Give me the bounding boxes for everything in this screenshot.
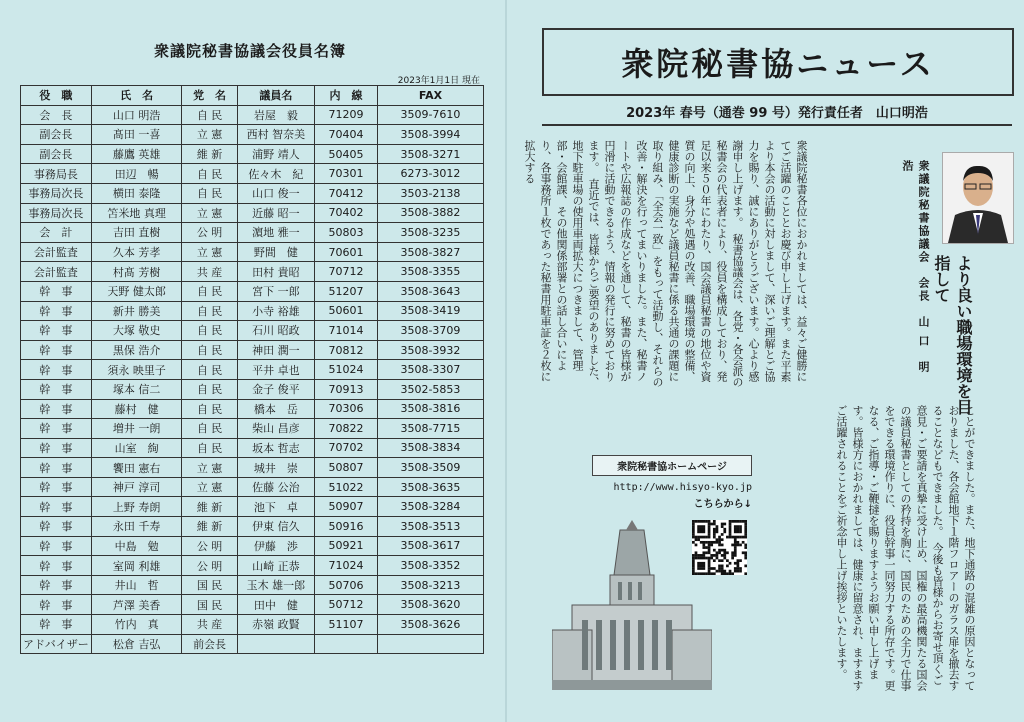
table-cell: 会計監査 xyxy=(21,262,92,282)
issue-line: 2023年 春号（通巻 99 号）発行責任者 山口明浩 xyxy=(626,106,928,121)
roster-column-header: 氏 名 xyxy=(91,86,182,106)
headline: より良い職場環境を目指して xyxy=(932,255,973,415)
table-row xyxy=(21,497,484,517)
table-row xyxy=(21,144,484,164)
table-cell: 天野 健太郎 xyxy=(91,281,182,301)
table-cell: 幹 事 xyxy=(21,399,92,419)
table-cell: 自 民 xyxy=(182,183,237,203)
table-cell: 3508-3994 xyxy=(377,125,483,145)
homepage-link[interactable]: こちらから↓ xyxy=(693,499,752,510)
table-cell: 柴山 昌彦 xyxy=(237,419,314,439)
table-cell: 幹 事 xyxy=(21,615,92,635)
table-cell: 自 民 xyxy=(182,321,237,341)
table-cell: 城井 崇 xyxy=(237,458,314,478)
table-cell: 幹 事 xyxy=(21,340,92,360)
table-cell: 50907 xyxy=(315,497,378,517)
table-cell: 共 産 xyxy=(182,262,237,282)
table-cell xyxy=(237,634,314,654)
table-cell: 3508-3355 xyxy=(377,262,483,282)
table-cell: 塚本 信二 xyxy=(91,379,182,399)
table-cell: 黒保 浩介 xyxy=(91,340,182,360)
table-cell: 山口 俊一 xyxy=(237,183,314,203)
table-cell: 51107 xyxy=(315,615,378,635)
homepage-box xyxy=(592,455,752,510)
table-cell: 70913 xyxy=(315,379,378,399)
table-cell: 3508-3419 xyxy=(377,301,483,321)
roster-column-header: 内 線 xyxy=(315,86,378,106)
table-row xyxy=(21,183,484,203)
table-cell: 髙田 一喜 xyxy=(91,125,182,145)
table-cell: 幹 事 xyxy=(21,438,92,458)
table-cell: 橋本 岳 xyxy=(237,399,314,419)
table-cell: 50921 xyxy=(315,536,378,556)
table-cell: 国 民 xyxy=(182,595,237,615)
table-cell: 副会長 xyxy=(21,125,92,145)
table-row xyxy=(21,595,484,615)
table-cell xyxy=(377,634,483,654)
table-cell: 70402 xyxy=(315,203,378,223)
table-cell: 小寺 裕雄 xyxy=(237,301,314,321)
table-cell: 公 明 xyxy=(182,536,237,556)
homepage-title: 衆院秘書協ホームページ xyxy=(592,455,752,476)
table-cell: 70412 xyxy=(315,183,378,203)
table-row xyxy=(21,477,484,497)
table-cell: 永田 千寿 xyxy=(91,517,182,537)
table-cell: 幹 事 xyxy=(21,281,92,301)
header-rule xyxy=(542,124,1012,126)
table-cell: 共 産 xyxy=(182,615,237,635)
table-cell: 芦澤 美香 xyxy=(91,595,182,615)
table-cell: 70601 xyxy=(315,242,378,262)
table-row xyxy=(21,321,484,341)
qr-code[interactable] xyxy=(692,520,747,575)
roster-header-row xyxy=(21,86,484,106)
table-cell: 3508-3626 xyxy=(377,615,483,635)
portrait-photo xyxy=(942,152,1014,244)
table-cell: 自 民 xyxy=(182,399,237,419)
table-cell: 3508-3932 xyxy=(377,340,483,360)
table-cell xyxy=(315,634,378,654)
roster-column-header: FAX xyxy=(377,86,483,106)
table-cell: 50712 xyxy=(315,595,378,615)
table-cell: 近藤 昭一 xyxy=(237,203,314,223)
table-cell: 3508-3882 xyxy=(377,203,483,223)
roster-column-header: 役 職 xyxy=(21,86,92,106)
table-cell: 須永 映里子 xyxy=(91,360,182,380)
table-row xyxy=(21,536,484,556)
table-cell: 70404 xyxy=(315,125,378,145)
table-cell: 立 憲 xyxy=(182,477,237,497)
table-cell: 幹 事 xyxy=(21,517,92,537)
table-cell: 幹 事 xyxy=(21,419,92,439)
president-signature: 衆議院秘書協議会 会長 山 口 明 浩 xyxy=(901,160,930,387)
table-cell: 石川 昭政 xyxy=(237,321,314,341)
table-row xyxy=(21,340,484,360)
table-cell: 増井 一朗 xyxy=(91,419,182,439)
table-cell: 3502-5853 xyxy=(377,379,483,399)
table-cell: 公 明 xyxy=(182,223,237,243)
table-cell: 70301 xyxy=(315,164,378,184)
table-cell: 71024 xyxy=(315,556,378,576)
table-cell: 神田 潤一 xyxy=(237,340,314,360)
table-cell: 3508-3834 xyxy=(377,438,483,458)
table-cell: 浦野 靖人 xyxy=(237,144,314,164)
table-cell: 3508-3284 xyxy=(377,497,483,517)
table-cell: 田辺 暢 xyxy=(91,164,182,184)
table-cell: 50601 xyxy=(315,301,378,321)
table-cell: 金子 俊平 xyxy=(237,379,314,399)
table-cell: 3508-3816 xyxy=(377,399,483,419)
table-row xyxy=(21,360,484,380)
table-cell: 松倉 吉弘 xyxy=(91,634,182,654)
greeting-body-lower: ことができました。また、地下通路の混雑の原因となっておりました、各会館地下１階フロアーのガラス扉を撤去することなどもできました。 今後も皆様からお寄せ頂くご意見・ご要請を真摯に受け止め、国権の最高機関たる国会の議員秘書としての矜持を胸に、国民のための全力で仕事をできる環境作りに、役員幹事一同努力する所存です。更なる、ご指導・ご鞭撻を賜りますようお願い申し上げます。皆様方におかれましては、健康に留意され、ますますご活躍されることをご祈念申し上げ挨拶といたします。 xyxy=(835,405,976,691)
table-cell: 自 民 xyxy=(182,281,237,301)
table-cell: 中島 勉 xyxy=(91,536,182,556)
table-cell: 50706 xyxy=(315,575,378,595)
table-cell: 池下 卓 xyxy=(237,497,314,517)
table-cell: 饗田 憲右 xyxy=(91,458,182,478)
table-cell: 岩屋 毅 xyxy=(237,105,314,125)
table-cell: 田中 健 xyxy=(237,595,314,615)
table-cell: 幹 事 xyxy=(21,379,92,399)
roster-table xyxy=(20,85,484,654)
table-cell: 自 民 xyxy=(182,105,237,125)
table-cell: 70712 xyxy=(315,262,378,282)
newsletter-page xyxy=(512,0,1024,722)
table-cell: 70702 xyxy=(315,438,378,458)
table-cell: 幹 事 xyxy=(21,536,92,556)
table-cell: 3508-3643 xyxy=(377,281,483,301)
table-cell: 51207 xyxy=(315,281,378,301)
table-cell: 野間 健 xyxy=(237,242,314,262)
table-cell: 会 計 xyxy=(21,223,92,243)
table-cell: 井山 哲 xyxy=(91,575,182,595)
table-cell: 維 新 xyxy=(182,144,237,164)
table-cell: 濵地 雅一 xyxy=(237,223,314,243)
table-cell: 自 民 xyxy=(182,360,237,380)
table-cell: 藤村 健 xyxy=(91,399,182,419)
roster-page xyxy=(0,0,500,722)
table-cell: 50916 xyxy=(315,517,378,537)
table-cell: 宮下 一郎 xyxy=(237,281,314,301)
table-cell: 幹 事 xyxy=(21,360,92,380)
table-cell: 3503-2138 xyxy=(377,183,483,203)
table-row xyxy=(21,203,484,223)
table-cell: 70812 xyxy=(315,340,378,360)
table-cell: 51022 xyxy=(315,477,378,497)
table-cell: 事務局長 xyxy=(21,164,92,184)
table-cell: 幹 事 xyxy=(21,556,92,576)
table-row xyxy=(21,105,484,125)
table-cell: 維 新 xyxy=(182,517,237,537)
table-cell: 笘米地 真理 xyxy=(91,203,182,223)
table-cell: 幹 事 xyxy=(21,301,92,321)
table-cell: 玉木 雄一郎 xyxy=(237,575,314,595)
table-cell: 自 民 xyxy=(182,438,237,458)
table-cell: 藤鷹 英雄 xyxy=(91,144,182,164)
roster-column-header: 議員名 xyxy=(237,86,314,106)
table-cell: 村髙 芳樹 xyxy=(91,262,182,282)
table-cell: 自 民 xyxy=(182,419,237,439)
table-row xyxy=(21,223,484,243)
table-cell: 6273-3012 xyxy=(377,164,483,184)
greeting-body-upper: 衆議院秘書各位におかれましては、益々ご健勝にてご活躍のこととお慶び申し上げます。また平素より本会の活動に対しまして、深いご理解とご協力を賜り、誠にありがとうございます。心より感謝申し上げます。 秘書協議会は、各党・各会派の秘書会の代表者により、役員を構成しており、発足以来５０年にわたり、国会議員秘書の地位や資質の向上、身分や処遇の改善、職場環境の整備、健康診断の実施など議員秘書に係る共通の課題に取り組み、「全会一致」をもって活動し、それらの改善・解決を行ってまいりました。また、秘書ノートや広報誌の作成などを通して、秘書の皆様が円滑に活動できるよう、情報の発行に努めております。 直近では、皆様からご要望のありました、地下駐車場の使用車両拡大につきまして、管理部・会館課、その他関係部署との話し合いにより、各事務所１枚であった秘書用駐車証を２枚に拡大する xyxy=(523,140,808,388)
table-cell: 幹 事 xyxy=(21,595,92,615)
diet-building-illustration xyxy=(552,520,712,690)
table-cell: 伊藤 渉 xyxy=(237,536,314,556)
roster-title: 衆議院秘書協議会役員名簿 xyxy=(153,42,346,60)
roster-column-header: 党 名 xyxy=(182,86,237,106)
table-cell: 3508-3709 xyxy=(377,321,483,341)
table-cell: 50807 xyxy=(315,458,378,478)
roster-date: 2023年1月1日 現在 xyxy=(397,76,480,86)
table-cell: 立 憲 xyxy=(182,203,237,223)
table-cell: 山室 絢 xyxy=(91,438,182,458)
table-row xyxy=(21,438,484,458)
table-cell: 立 憲 xyxy=(182,458,237,478)
table-cell: 3508-3352 xyxy=(377,556,483,576)
table-cell: 70822 xyxy=(315,419,378,439)
table-cell: 田村 貴昭 xyxy=(237,262,314,282)
table-cell: 上野 寿朗 xyxy=(91,497,182,517)
table-cell: 坂本 哲志 xyxy=(237,438,314,458)
table-cell: 竹内 真 xyxy=(91,615,182,635)
table-cell: 吉田 直樹 xyxy=(91,223,182,243)
table-cell: 佐々木 紀 xyxy=(237,164,314,184)
table-cell: 西村 智奈美 xyxy=(237,125,314,145)
table-cell: 赤嶺 政賢 xyxy=(237,615,314,635)
table-row xyxy=(21,634,484,654)
table-cell: 山崎 正恭 xyxy=(237,556,314,576)
table-cell: 3508-3307 xyxy=(377,360,483,380)
table-row xyxy=(21,125,484,145)
table-row xyxy=(21,556,484,576)
table-cell: 51024 xyxy=(315,360,378,380)
table-cell: 久本 芳孝 xyxy=(91,242,182,262)
table-cell: 神戸 淳司 xyxy=(91,477,182,497)
table-cell: 副会長 xyxy=(21,144,92,164)
newsletter-masthead: 衆院秘書協ニュース xyxy=(542,28,1014,96)
table-cell: 自 民 xyxy=(182,379,237,399)
table-cell: 維 新 xyxy=(182,497,237,517)
table-row xyxy=(21,517,484,537)
table-row xyxy=(21,419,484,439)
table-cell: 71014 xyxy=(315,321,378,341)
table-cell: 事務局次長 xyxy=(21,183,92,203)
table-row xyxy=(21,615,484,635)
table-cell: 自 民 xyxy=(182,340,237,360)
table-cell: 立 憲 xyxy=(182,242,237,262)
table-row xyxy=(21,575,484,595)
table-row xyxy=(21,281,484,301)
table-row xyxy=(21,242,484,262)
table-cell: 幹 事 xyxy=(21,497,92,517)
table-cell: 幹 事 xyxy=(21,321,92,341)
table-cell: 3508-3513 xyxy=(377,517,483,537)
table-cell: 自 民 xyxy=(182,164,237,184)
table-cell: 幹 事 xyxy=(21,477,92,497)
table-cell: 3508-3635 xyxy=(377,477,483,497)
table-cell: 3508-3235 xyxy=(377,223,483,243)
table-cell: 会 長 xyxy=(21,105,92,125)
table-cell: 3509-7610 xyxy=(377,105,483,125)
table-cell: 70306 xyxy=(315,399,378,419)
table-cell: 平井 卓也 xyxy=(237,360,314,380)
table-row xyxy=(21,164,484,184)
table-cell: 3508-3509 xyxy=(377,458,483,478)
table-cell: 新井 勝美 xyxy=(91,301,182,321)
table-cell: 3508-3213 xyxy=(377,575,483,595)
table-cell: 室岡 利雄 xyxy=(91,556,182,576)
table-row xyxy=(21,301,484,321)
table-row xyxy=(21,379,484,399)
page-fold xyxy=(505,0,507,722)
table-cell: 横田 泰隆 xyxy=(91,183,182,203)
table-cell: 立 憲 xyxy=(182,125,237,145)
table-cell: 大塚 敬史 xyxy=(91,321,182,341)
table-cell: 3508-3617 xyxy=(377,536,483,556)
table-cell: 71209 xyxy=(315,105,378,125)
table-cell: 3508-3827 xyxy=(377,242,483,262)
table-cell: 幹 事 xyxy=(21,575,92,595)
table-cell: 伊東 信久 xyxy=(237,517,314,537)
table-cell: 国 民 xyxy=(182,575,237,595)
table-cell: 佐藤 公治 xyxy=(237,477,314,497)
table-cell: 3508-3620 xyxy=(377,595,483,615)
table-row xyxy=(21,399,484,419)
table-cell: 幹 事 xyxy=(21,458,92,478)
table-cell: 3508-3271 xyxy=(377,144,483,164)
table-cell: 公 明 xyxy=(182,556,237,576)
table-cell: アドバイザー xyxy=(21,634,92,654)
table-row xyxy=(21,458,484,478)
table-cell: 50803 xyxy=(315,223,378,243)
table-cell: 50405 xyxy=(315,144,378,164)
table-cell: 会計監査 xyxy=(21,242,92,262)
table-cell: 前会長 xyxy=(182,634,237,654)
table-row xyxy=(21,262,484,282)
table-cell: 山口 明浩 xyxy=(91,105,182,125)
table-cell: 自 民 xyxy=(182,301,237,321)
table-cell: 3508-7715 xyxy=(377,419,483,439)
homepage-url[interactable]: http://www.hisyo-kyo.jp xyxy=(613,482,752,493)
table-cell: 事務局次長 xyxy=(21,203,92,223)
